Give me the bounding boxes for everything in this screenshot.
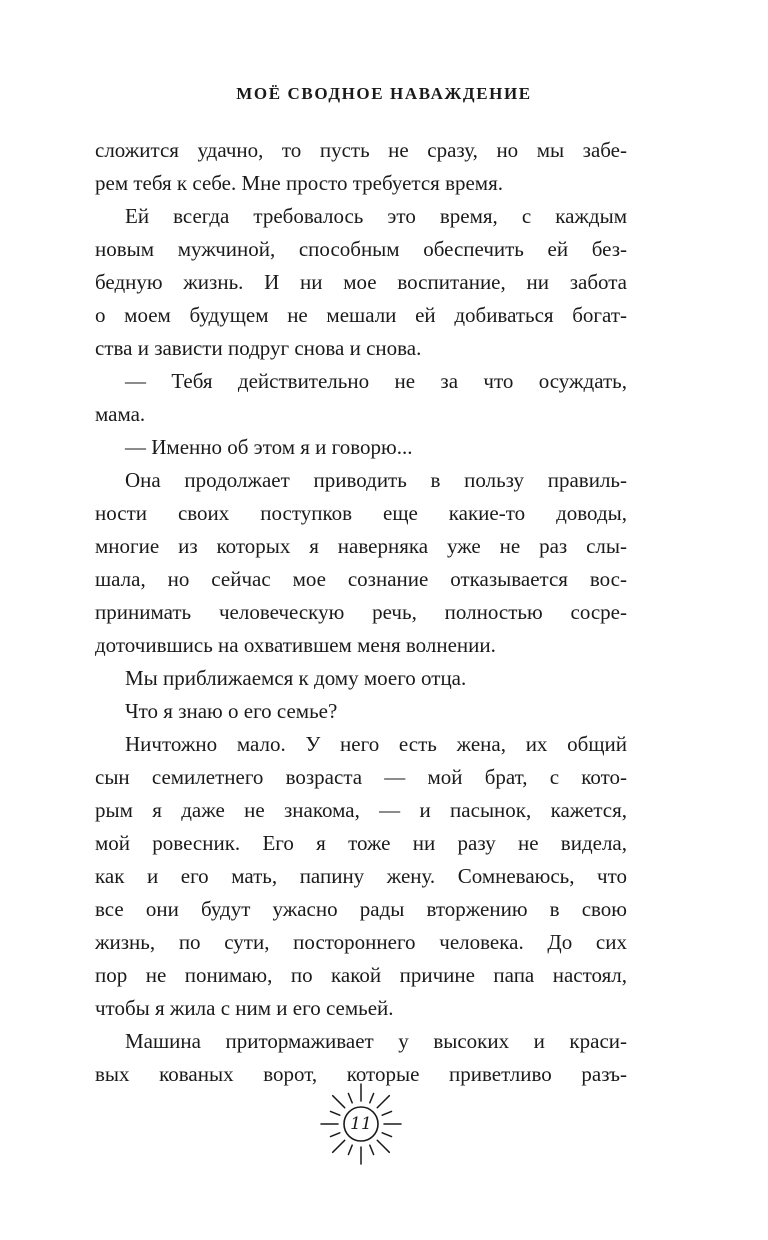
text-line: жизнь, по сути, постороннего человека. До сих: [95, 930, 627, 954]
page-number-ornament: [314, 1082, 408, 1176]
sun-ray: [348, 1094, 352, 1103]
text-line: сложится удачно, то пусть не сразу, но мы забе-: [95, 138, 627, 162]
sun-ray: [377, 1096, 389, 1108]
sun-ray: [370, 1094, 374, 1103]
text-line: все они будут ужасно рады вторжению в свою: [95, 897, 627, 921]
page-number: 11: [350, 1114, 372, 1134]
text-line: бедную жизнь. И ни мое воспитание, ни забота: [95, 270, 627, 294]
text-line: Мы приближаемся к дому моего отца.: [125, 666, 467, 690]
body-text: [95, 134, 627, 1091]
text-line: о моем будущем не мешали ей добиваться богат-: [95, 303, 627, 327]
text-line: ства и зависти подруг снова и снова.: [95, 336, 422, 360]
text-line: вых кованых ворот, которые приветливо разъ-: [95, 1062, 627, 1086]
text-line: Что я знаю о его семье?: [125, 699, 338, 723]
text-line: новым мужчиной, способным обеспечить ей без-: [95, 237, 627, 261]
text-line: — Именно об этом я и говорю...: [125, 435, 413, 459]
sun-ray: [333, 1140, 345, 1152]
text-line: Ничтожно мало. У него есть жена, их общий: [125, 732, 627, 756]
sun-ray: [333, 1096, 345, 1108]
text-line: мой ровесник. Его я тоже ни разу не видела,: [95, 831, 627, 855]
text-line: — Тебя действительно не за что осуждать,: [125, 369, 627, 393]
text-line: ности своих поступков еще какие-то доводы,: [95, 501, 627, 525]
text-line: рым я даже не знакома, — и пасынок, кажется,: [95, 798, 627, 822]
text-line: Ей всегда требовалось это время, с каждым: [125, 204, 627, 228]
text-line: принимать человеческую речь, полностью сосре-: [95, 600, 627, 624]
text-line: как и его мать, папину жену. Сомневаюсь, что: [95, 864, 627, 888]
text-line: Она продолжает приводить в пользу правиль-: [125, 468, 627, 492]
text-line: доточившись на охватившем меня волнении.: [95, 633, 496, 657]
text-line: шала, но сейчас мое сознание отказывается вос-: [95, 567, 627, 591]
sun-ray: [348, 1145, 352, 1154]
text-line: многие из которых я наверняка уже не раз слы-: [95, 534, 627, 558]
text-line: чтобы я жила с ним и его семьей.: [95, 996, 394, 1020]
text-line: сын семилетнего возраста — мой брат, с кото-: [95, 765, 627, 789]
text-line: рем тебя к себе. Мне просто требуется время.: [95, 171, 504, 195]
running-header: МОЁ СВОДНОЕ НАВАЖДЕНИЕ: [236, 84, 532, 103]
text-line: пор не понимаю, по какой причине папа настоял,: [95, 963, 627, 987]
text-line: Машина притормаживает у высоких и краси-: [125, 1029, 627, 1053]
text-line: мама.: [95, 402, 146, 426]
sun-ray: [377, 1140, 389, 1152]
sun-ray: [370, 1145, 374, 1154]
